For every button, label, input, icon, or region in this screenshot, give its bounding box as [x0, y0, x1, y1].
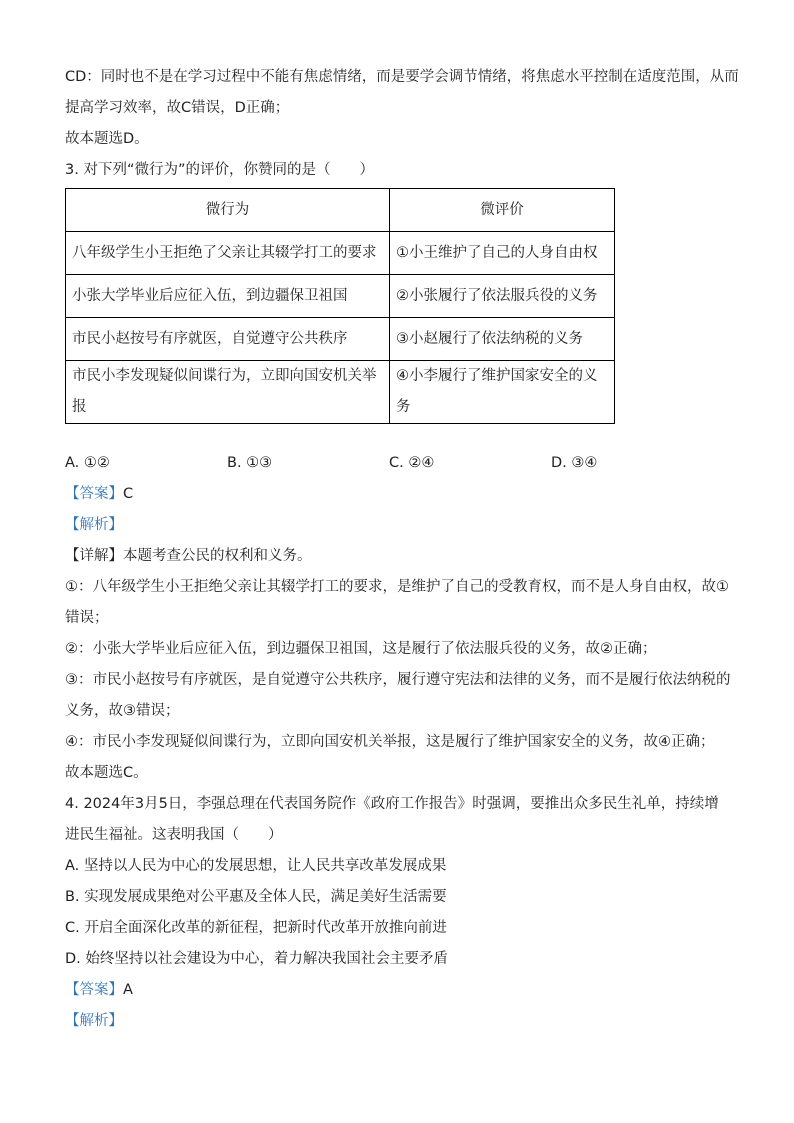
- q3-explain-line: ①：八年级学生小王拒绝父亲让其辍学打工的要求，是维护了自己的受教育权，而不是人身自由权，故①: [65, 579, 729, 595]
- q3-explain-line: ②：小张大学毕业后应征入伍，到边疆保卫祖国，这是履行了依法服兵役的义务，故②正确；: [65, 641, 657, 657]
- table-header-behavior: 微行为: [66, 189, 390, 232]
- q2-explanation-line: 提高学习效率，故C错误，D正确；: [65, 100, 290, 116]
- q4-option-c: C. 开启全面深化改革的新征程，把新时代改革开放推向前进: [65, 920, 447, 936]
- q3-table: [65, 188, 615, 424]
- q3-stem: 3. 对下列“微行为”的评价，你赞同的是（ ）: [65, 162, 374, 178]
- table-header-evaluation: 微评价: [390, 189, 615, 232]
- table-cell: 市民小李发现疑似间谍行为，立即向国安机关举报: [66, 361, 390, 424]
- answer-value: C: [123, 486, 134, 502]
- q3-option-b: B. ①③: [227, 455, 273, 471]
- table-row: [66, 232, 615, 275]
- analysis-label: 【解析】: [65, 517, 123, 533]
- table-row: [66, 318, 615, 361]
- table-cell: ④小李履行了维护国家安全的义务: [390, 361, 615, 424]
- q2-explanation-line: CD：同时也不是在学习过程中不能有焦虑情绪，而是要学会调节情绪，将焦虑水平控制在适度范围，从而: [65, 69, 739, 85]
- detail-label: 【详解】: [65, 548, 123, 564]
- q3-explain-line: ④：市民小李发现疑似间谍行为，立即向国安机关举报，这是履行了维护国家安全的义务，故④正确；: [65, 734, 715, 750]
- q3-options: [65, 448, 725, 479]
- table-row: [66, 361, 615, 424]
- analysis-label: 【解析】: [65, 1013, 123, 1029]
- q4-option-d: D. 始终坚持以社会建设为中心，着力解决我国社会主要矛盾: [65, 951, 448, 967]
- q3-answer: [65, 479, 725, 510]
- answer-label: 【答案】: [65, 486, 123, 502]
- q2-conclusion: 故本题选D。: [65, 131, 149, 147]
- q4-option-b: B. 实现发展成果绝对公平惠及全体人民，满足美好生活需要: [65, 889, 447, 905]
- q4-stem-line: 进民生福祉。这表明我国（ ）: [65, 827, 283, 843]
- table-row: [66, 275, 615, 318]
- table-cell: ③小赵履行了依法纳税的义务: [390, 318, 615, 361]
- table-cell: 八年级学生小王拒绝了父亲让其辍学打工的要求: [66, 232, 390, 275]
- table-header-row: [66, 189, 615, 232]
- table-cell: ①小王维护了自己的人身自由权: [390, 232, 615, 275]
- q3-option-c: C. ②④: [389, 455, 435, 471]
- answer-label: 【答案】: [65, 982, 123, 998]
- q3-option-d: D. ③④: [551, 455, 598, 471]
- q4-answer: [65, 975, 725, 1006]
- q3-explain-line: 错误；: [65, 610, 109, 626]
- q3-explain-line: ③：市民小赵按号有序就医，是自觉遵守公共秩序，履行遵守宪法和法律的义务，而不是履行依法纳税的: [65, 672, 731, 688]
- q4-analysis: [65, 1006, 725, 1037]
- detail-text: 本题考查公民的权利和义务。: [123, 548, 312, 564]
- table-cell: ②小张履行了依法服兵役的义务: [390, 275, 615, 318]
- q3-conclusion: 故本题选C。: [65, 765, 148, 781]
- q4-option-a: A. 坚持以人民为中心的发展思想，让人民共享改革发展成果: [65, 858, 447, 874]
- table-cell: 小张大学毕业后应征入伍，到边疆保卫祖国: [66, 275, 390, 318]
- q3-explain-line: 义务，故③错误；: [65, 703, 180, 719]
- q3-detail: [65, 541, 725, 572]
- answer-value: A: [123, 982, 133, 998]
- document-page: [65, 62, 739, 1037]
- table-cell: 市民小赵按号有序就医，自觉遵守公共秩序: [66, 318, 390, 361]
- q3-analysis: [65, 510, 725, 541]
- q3-option-a: A. ①②: [65, 455, 110, 471]
- q4-stem-line: 4. 2024年3月5日，李强总理在代表国务院作《政府工作报告》时强调，要推出众多民生礼单，持续增: [65, 796, 719, 812]
